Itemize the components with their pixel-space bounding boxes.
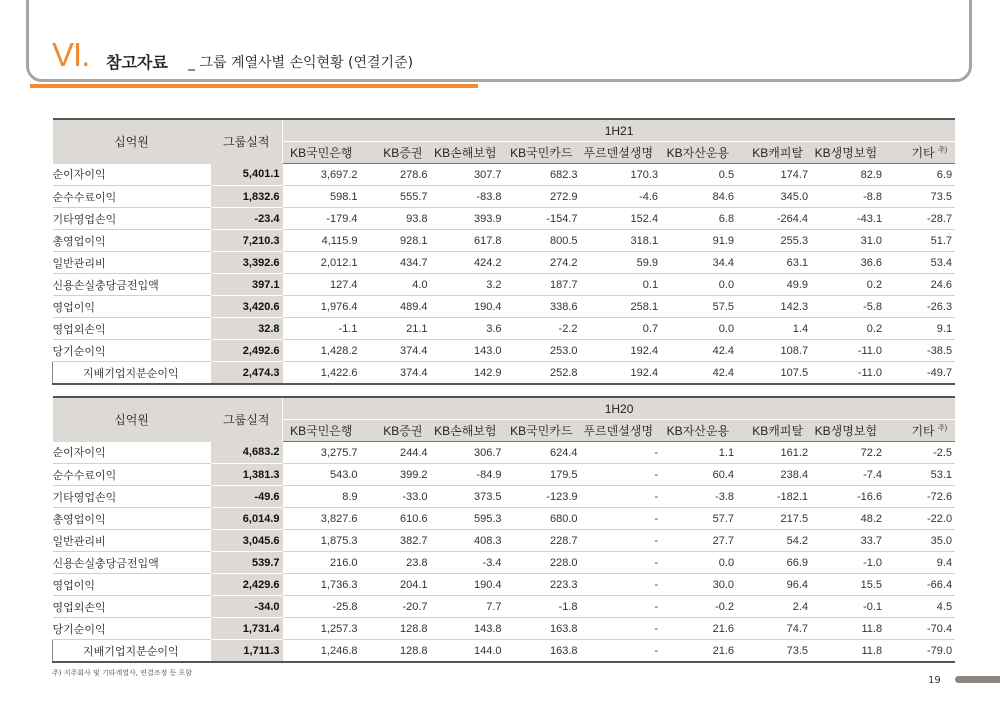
company-header <box>283 142 361 164</box>
cell-value: 6.8 <box>661 208 737 230</box>
cell-value: 96.4 <box>737 574 811 596</box>
table-row <box>53 274 956 296</box>
company-name: KB국민카드 <box>510 424 573 438</box>
cell-value: 374.4 <box>361 362 431 385</box>
unit-header: 십억원 <box>53 119 211 164</box>
cell-value: -33.0 <box>361 486 431 508</box>
cell-value: - <box>581 508 662 530</box>
cell-value: -25.8 <box>283 596 361 618</box>
cell-value: 2,012.1 <box>283 252 361 274</box>
table-row <box>53 208 956 230</box>
row-label: 당기순이익 <box>53 340 211 362</box>
table-row <box>53 618 956 640</box>
cell-value: -8.8 <box>811 186 885 208</box>
group-value: 1,731.4 <box>211 618 283 640</box>
cell-value: 60.4 <box>661 464 737 486</box>
cell-value: 33.7 <box>811 530 885 552</box>
cell-value: 23.8 <box>361 552 431 574</box>
cell-value: 152.4 <box>581 208 662 230</box>
cell-value: 142.3 <box>737 296 811 318</box>
table-row <box>53 640 956 663</box>
period-header: 1H20 <box>283 397 956 420</box>
row-label: 지배기업지분순이익 <box>53 640 211 663</box>
footnote-mark: 주) <box>937 147 948 154</box>
company-name: KB국민은행 <box>290 424 353 438</box>
cell-value: 253.0 <box>505 340 581 362</box>
pl-table-1h20 <box>52 396 955 663</box>
cell-value: 338.6 <box>505 296 581 318</box>
row-label: 순이자이익 <box>53 164 211 186</box>
cell-value: 228.7 <box>505 530 581 552</box>
company-name: KB국민은행 <box>290 146 353 160</box>
group-value: 3,420.6 <box>211 296 283 318</box>
group-value: 2,492.6 <box>211 340 283 362</box>
cell-value: 11.8 <box>811 618 885 640</box>
cell-value: -66.4 <box>885 574 955 596</box>
table-row <box>53 508 956 530</box>
footnote-mark: 주) <box>937 425 948 432</box>
table-row <box>53 464 956 486</box>
cell-value: 73.5 <box>885 186 955 208</box>
cell-value: 595.3 <box>431 508 505 530</box>
cell-value: 598.1 <box>283 186 361 208</box>
section-number: VI. <box>52 36 90 73</box>
table-row <box>53 574 956 596</box>
table-row <box>53 486 956 508</box>
cell-value: 66.9 <box>737 552 811 574</box>
cell-value: 74.7 <box>737 618 811 640</box>
cell-value: 800.5 <box>505 230 581 252</box>
cell-value: 128.8 <box>361 618 431 640</box>
cell-value: - <box>581 618 662 640</box>
cell-value: 179.5 <box>505 464 581 486</box>
cell-value: - <box>581 486 662 508</box>
cell-value: -22.0 <box>885 508 955 530</box>
cell-value: 30.0 <box>661 574 737 596</box>
company-name: 푸르덴셜생명 <box>583 146 654 160</box>
cell-value: -7.4 <box>811 464 885 486</box>
row-label: 지배기업지분순이익 <box>53 362 211 385</box>
table-row <box>53 186 956 208</box>
cell-value: -1.1 <box>283 318 361 340</box>
cell-value: -16.6 <box>811 486 885 508</box>
company-name: KB손해보험 <box>434 424 497 438</box>
cell-value: -1.0 <box>811 552 885 574</box>
company-header <box>661 142 737 164</box>
cell-value: 9.1 <box>885 318 955 340</box>
cell-value: - <box>581 574 662 596</box>
group-value: -23.4 <box>211 208 283 230</box>
cell-value: 73.5 <box>737 640 811 663</box>
table-row <box>53 530 956 552</box>
company-header <box>431 420 505 442</box>
cell-value: 244.4 <box>361 442 431 464</box>
cell-value: 21.6 <box>661 618 737 640</box>
table-row <box>53 318 956 340</box>
cell-value: 144.0 <box>431 640 505 663</box>
row-label: 일반관리비 <box>53 530 211 552</box>
cell-value: 7.7 <box>431 596 505 618</box>
cell-value: 223.3 <box>505 574 581 596</box>
cell-value: 84.6 <box>661 186 737 208</box>
company-name: 기타 <box>911 146 935 160</box>
group-value: 397.1 <box>211 274 283 296</box>
cell-value: 399.2 <box>361 464 431 486</box>
table-row <box>53 230 956 252</box>
cell-value: 0.0 <box>661 274 737 296</box>
group-header: 그룹실적 <box>211 397 283 442</box>
row-label: 영업이익 <box>53 296 211 318</box>
page-title: 참고자료 <box>106 53 168 72</box>
cell-value: 272.9 <box>505 186 581 208</box>
group-value: 5,401.1 <box>211 164 283 186</box>
cell-value: 928.1 <box>361 230 431 252</box>
cell-value: 8.9 <box>283 486 361 508</box>
table-row <box>53 340 956 362</box>
company-name: KB국민카드 <box>510 146 573 160</box>
cell-value: 190.4 <box>431 574 505 596</box>
cell-value: -3.8 <box>661 486 737 508</box>
cell-value: 27.7 <box>661 530 737 552</box>
cell-value: 3,827.6 <box>283 508 361 530</box>
cell-value: - <box>581 464 662 486</box>
group-value: 1,381.3 <box>211 464 283 486</box>
cell-value: -264.4 <box>737 208 811 230</box>
cell-value: 11.8 <box>811 640 885 663</box>
group-value: 4,683.2 <box>211 442 283 464</box>
group-value: 3,045.6 <box>211 530 283 552</box>
company-header <box>361 142 431 164</box>
cell-value: 393.9 <box>431 208 505 230</box>
row-label: 신용손실충당금전입액 <box>53 552 211 574</box>
table-row <box>53 164 956 186</box>
cell-value: -49.7 <box>885 362 955 385</box>
cell-value: - <box>581 596 662 618</box>
cell-value: 91.9 <box>661 230 737 252</box>
cell-value: -182.1 <box>737 486 811 508</box>
cell-value: 624.4 <box>505 442 581 464</box>
cell-value: 35.0 <box>885 530 955 552</box>
cell-value: 72.2 <box>811 442 885 464</box>
group-value: -34.0 <box>211 596 283 618</box>
group-value: 1,832.6 <box>211 186 283 208</box>
cell-value: 21.6 <box>661 640 737 663</box>
table-row <box>53 442 956 464</box>
cell-value: 107.5 <box>737 362 811 385</box>
cell-value: 4,115.9 <box>283 230 361 252</box>
unit-header: 십억원 <box>53 397 211 442</box>
cell-value: -0.2 <box>661 596 737 618</box>
cell-value: 610.6 <box>361 508 431 530</box>
cell-value: 0.0 <box>661 318 737 340</box>
cell-value: 0.1 <box>581 274 662 296</box>
cell-value: 1,422.6 <box>283 362 361 385</box>
company-name: KB자산운용 <box>666 146 730 160</box>
company-header <box>885 142 955 164</box>
header-accent-line <box>30 84 478 88</box>
cell-value: 2.4 <box>737 596 811 618</box>
cell-value: 258.1 <box>581 296 662 318</box>
cell-value: 34.4 <box>661 252 737 274</box>
cell-value: 1,736.3 <box>283 574 361 596</box>
cell-value: -0.1 <box>811 596 885 618</box>
cell-value: 170.3 <box>581 164 662 186</box>
row-label: 영업외손익 <box>53 596 211 618</box>
cell-value: 9.4 <box>885 552 955 574</box>
cell-value: 108.7 <box>737 340 811 362</box>
cell-value: 174.7 <box>737 164 811 186</box>
cell-value: 0.7 <box>581 318 662 340</box>
footnote: 주) 지주회사 및 기타계열사, 연결조정 등 포함 <box>52 669 193 677</box>
cell-value: 0.5 <box>661 164 737 186</box>
period-header: 1H21 <box>283 119 956 142</box>
cell-value: 3.2 <box>431 274 505 296</box>
cell-value: 127.4 <box>283 274 361 296</box>
company-name: KB증권 <box>383 146 423 160</box>
cell-value: 382.7 <box>361 530 431 552</box>
cell-value: 617.8 <box>431 230 505 252</box>
cell-value: -84.9 <box>431 464 505 486</box>
table-row <box>53 296 956 318</box>
company-header <box>811 142 885 164</box>
cell-value: 163.8 <box>505 640 581 663</box>
cell-value: -20.7 <box>361 596 431 618</box>
company-header <box>505 142 581 164</box>
cell-value: 204.1 <box>361 574 431 596</box>
cell-value: -2.5 <box>885 442 955 464</box>
row-label: 순수수료이익 <box>53 464 211 486</box>
cell-value: -5.8 <box>811 296 885 318</box>
company-name: KB캐피탈 <box>752 424 804 438</box>
company-name: KB자산운용 <box>666 424 730 438</box>
cell-value: -1.8 <box>505 596 581 618</box>
group-value: 7,210.3 <box>211 230 283 252</box>
cell-value: - <box>581 640 662 663</box>
cell-value: 53.1 <box>885 464 955 486</box>
cell-value: - <box>581 552 662 574</box>
company-header <box>737 142 811 164</box>
cell-value: -83.8 <box>431 186 505 208</box>
row-label: 총영업이익 <box>53 508 211 530</box>
page-number-bar <box>955 676 1000 683</box>
cell-value: 82.9 <box>811 164 885 186</box>
group-value: 539.7 <box>211 552 283 574</box>
cell-value: -11.0 <box>811 340 885 362</box>
company-header <box>661 420 737 442</box>
cell-value: 142.9 <box>431 362 505 385</box>
cell-value: - <box>581 530 662 552</box>
company-header <box>431 142 505 164</box>
cell-value: 24.6 <box>885 274 955 296</box>
company-header <box>885 420 955 442</box>
page-number: 19 <box>928 675 941 686</box>
table-row <box>53 596 956 618</box>
cell-value: 15.5 <box>811 574 885 596</box>
cell-value: 51.7 <box>885 230 955 252</box>
cell-value: -3.4 <box>431 552 505 574</box>
company-header <box>737 420 811 442</box>
cell-value: 190.4 <box>431 296 505 318</box>
cell-value: 57.7 <box>661 508 737 530</box>
company-header <box>283 420 361 442</box>
company-name: 푸르덴셜생명 <box>583 424 654 438</box>
row-label: 기타영업손익 <box>53 208 211 230</box>
cell-value: - <box>581 442 662 464</box>
row-label: 영업이익 <box>53 574 211 596</box>
company-name: KB생명보험 <box>814 424 878 438</box>
cell-value: -4.6 <box>581 186 662 208</box>
cell-value: 93.8 <box>361 208 431 230</box>
cell-value: -28.7 <box>885 208 955 230</box>
cell-value: 255.3 <box>737 230 811 252</box>
cell-value: 59.9 <box>581 252 662 274</box>
cell-value: 228.0 <box>505 552 581 574</box>
cell-value: 49.9 <box>737 274 811 296</box>
cell-value: 1,246.8 <box>283 640 361 663</box>
cell-value: 6.9 <box>885 164 955 186</box>
company-header <box>361 420 431 442</box>
company-header <box>505 420 581 442</box>
cell-value: 318.1 <box>581 230 662 252</box>
company-header <box>581 420 662 442</box>
cell-value: 306.7 <box>431 442 505 464</box>
row-label: 기타영업손익 <box>53 486 211 508</box>
cell-value: 42.4 <box>661 340 737 362</box>
cell-value: 374.4 <box>361 340 431 362</box>
page-subtitle: _ 그룹 계열사별 손익현황 (연결기준) <box>188 55 414 71</box>
cell-value: -79.0 <box>885 640 955 663</box>
cell-value: 555.7 <box>361 186 431 208</box>
cell-value: -2.2 <box>505 318 581 340</box>
group-value: 6,014.9 <box>211 508 283 530</box>
group-header: 그룹실적 <box>211 119 283 164</box>
cell-value: 0.2 <box>811 274 885 296</box>
company-name: KB생명보험 <box>814 146 878 160</box>
group-value: 3,392.6 <box>211 252 283 274</box>
company-header <box>811 420 885 442</box>
cell-value: 31.0 <box>811 230 885 252</box>
cell-value: 53.4 <box>885 252 955 274</box>
row-label: 당기순이익 <box>53 618 211 640</box>
cell-value: -70.4 <box>885 618 955 640</box>
cell-value: 143.8 <box>431 618 505 640</box>
pl-table-1h21 <box>52 118 955 385</box>
cell-value: -11.0 <box>811 362 885 385</box>
cell-value: 3.6 <box>431 318 505 340</box>
cell-value: 192.4 <box>581 340 662 362</box>
cell-value: 424.2 <box>431 252 505 274</box>
cell-value: 238.4 <box>737 464 811 486</box>
cell-value: 4.5 <box>885 596 955 618</box>
table-row <box>53 552 956 574</box>
cell-value: 36.6 <box>811 252 885 274</box>
cell-value: 543.0 <box>283 464 361 486</box>
cell-value: 0.2 <box>811 318 885 340</box>
row-label: 총영업이익 <box>53 230 211 252</box>
cell-value: 128.8 <box>361 640 431 663</box>
cell-value: 161.2 <box>737 442 811 464</box>
cell-value: 408.3 <box>431 530 505 552</box>
cell-value: 21.1 <box>361 318 431 340</box>
company-header <box>581 142 662 164</box>
group-value: 1,711.3 <box>211 640 283 663</box>
cell-value: -43.1 <box>811 208 885 230</box>
cell-value: -72.6 <box>885 486 955 508</box>
cell-value: 3,275.7 <box>283 442 361 464</box>
row-label: 순이자이익 <box>53 442 211 464</box>
row-label: 영업외손익 <box>53 318 211 340</box>
group-value: -49.6 <box>211 486 283 508</box>
cell-value: 680.0 <box>505 508 581 530</box>
cell-value: 252.8 <box>505 362 581 385</box>
cell-value: 192.4 <box>581 362 662 385</box>
cell-value: 1,976.4 <box>283 296 361 318</box>
group-value: 2,429.6 <box>211 574 283 596</box>
cell-value: 373.5 <box>431 486 505 508</box>
cell-value: -26.3 <box>885 296 955 318</box>
group-value: 32.8 <box>211 318 283 340</box>
cell-value: 143.0 <box>431 340 505 362</box>
cell-value: 274.2 <box>505 252 581 274</box>
row-label: 순수수료이익 <box>53 186 211 208</box>
group-value: 2,474.3 <box>211 362 283 385</box>
cell-value: 278.6 <box>361 164 431 186</box>
cell-value: 345.0 <box>737 186 811 208</box>
row-label: 신용손실충당금전입액 <box>53 274 211 296</box>
cell-value: 307.7 <box>431 164 505 186</box>
cell-value: 434.7 <box>361 252 431 274</box>
cell-value: -179.4 <box>283 208 361 230</box>
cell-value: 57.5 <box>661 296 737 318</box>
cell-value: 4.0 <box>361 274 431 296</box>
cell-value: 1.1 <box>661 442 737 464</box>
cell-value: 42.4 <box>661 362 737 385</box>
cell-value: -38.5 <box>885 340 955 362</box>
company-name: KB캐피탈 <box>752 146 804 160</box>
table-row <box>53 362 956 385</box>
cell-value: 3,697.2 <box>283 164 361 186</box>
cell-value: 54.2 <box>737 530 811 552</box>
cell-value: -154.7 <box>505 208 581 230</box>
company-name: KB손해보험 <box>434 146 497 160</box>
cell-value: 682.3 <box>505 164 581 186</box>
cell-value: 216.0 <box>283 552 361 574</box>
cell-value: 63.1 <box>737 252 811 274</box>
cell-value: 48.2 <box>811 508 885 530</box>
cell-value: 0.0 <box>661 552 737 574</box>
cell-value: 1,257.3 <box>283 618 361 640</box>
cell-value: 1.4 <box>737 318 811 340</box>
company-name: KB증권 <box>383 424 423 438</box>
company-name: 기타 <box>911 424 935 438</box>
cell-value: 1,875.3 <box>283 530 361 552</box>
cell-value: 1,428.2 <box>283 340 361 362</box>
cell-value: 163.8 <box>505 618 581 640</box>
table-row <box>53 252 956 274</box>
row-label: 일반관리비 <box>53 252 211 274</box>
cell-value: 217.5 <box>737 508 811 530</box>
cell-value: 489.4 <box>361 296 431 318</box>
cell-value: -123.9 <box>505 486 581 508</box>
cell-value: 187.7 <box>505 274 581 296</box>
